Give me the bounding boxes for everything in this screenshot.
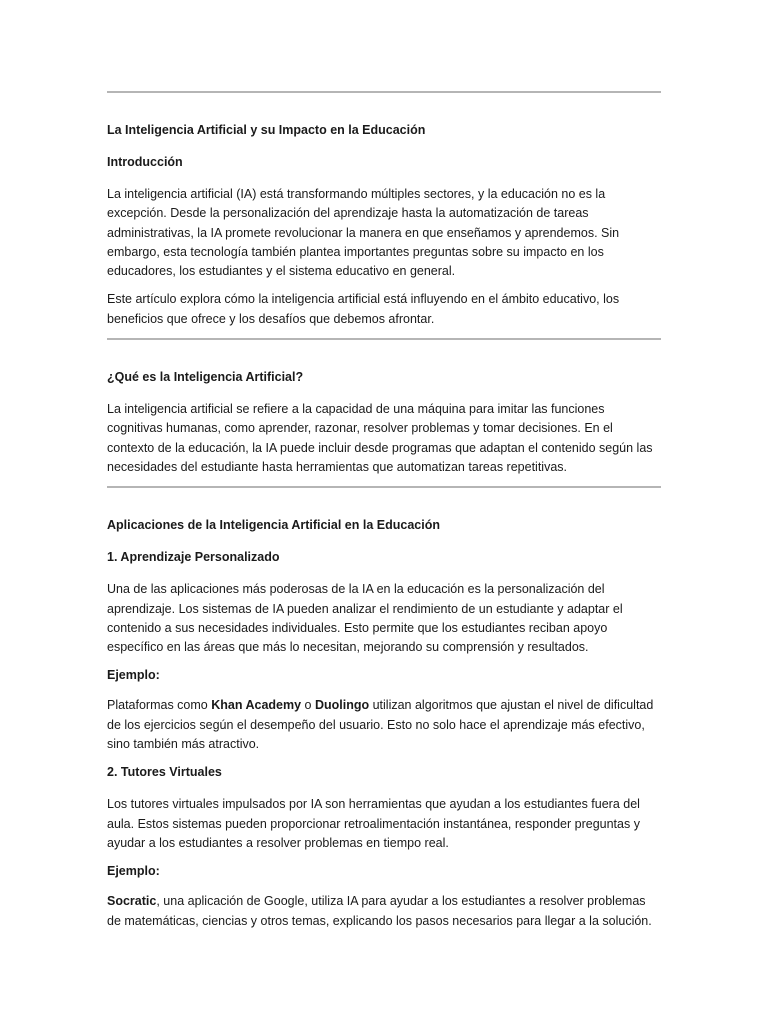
sub1-body: Una de las aplicaciones más poderosas de la IA en la educación es la personalización del aprendizaje. Los sistemas de IA pueden analizar el rendimiento de un estudiante y adaptar el contenido a sus necesidades individuales. Esto permite que los estudiantes reciban apoyo específico en las áreas que más lo necesitan, mejorando su comprensión y resultados. — [107, 582, 623, 655]
sub2-example-label: Ejemplo: — [107, 864, 160, 879]
sub1-example-text — [107, 696, 661, 754]
intro-heading: Introducción — [107, 155, 183, 169]
horizontal-rule — [107, 338, 661, 340]
example-text-pre: Plataformas como — [107, 698, 212, 713]
example-text-mid: o — [301, 698, 315, 713]
intro-paragraph-2: Este artículo explora cómo la inteligencia artificial está influyendo en el ámbito educativo, los beneficios que ofrece y los desafíos que debemos afrontar. — [107, 292, 620, 326]
example-text-post: , una aplicación de Google, utiliza IA para ayudar a los estudiantes a resolver problemas de matemáticas, ciencias y otros temas, explicando los pasos necesarios para llegar a la solución. — [107, 894, 652, 928]
khan-academy-name: Khan Academy — [211, 698, 302, 713]
section-what-heading: ¿Qué es la Inteligencia Artificial? — [107, 370, 304, 385]
sub2-body: Los tutores virtuales impulsados por IA son herramientas que ayudan a los estudiantes fuera del aula. Estos sistemas pueden proporcionar retroalimentación instantánea, responder preguntas y ayudar a los estudiantes a resolver problemas en tiempo real. — [107, 797, 640, 850]
duolingo-name: Duolingo — [314, 698, 370, 713]
sub1-heading: 1. Aprendizaje Personalizado — [107, 550, 280, 565]
section-apps-heading: Aplicaciones de la Inteligencia Artificial en la Educación — [107, 518, 440, 533]
horizontal-rule — [107, 486, 661, 488]
intro-paragraph-1: La inteligencia artificial (IA) está transformando múltiples sectores, y la educación no es la excepción. Desde la personalización del aprendizaje hasta la automatización de tareas administrativas, la IA promete revolucionar la manera en que enseñamos y aprendemos. Sin embargo, esta tecnología también plantea importantes preguntas sobre su impacto en los educadores, los estudiantes y el sistema educativo en general. — [107, 187, 620, 279]
sub2-heading: 2. Tutores Virtuales — [107, 765, 222, 780]
article-title: La Inteligencia Artificial y su Impacto en la Educación — [107, 123, 426, 137]
sub1-example-label: Ejemplo: — [107, 668, 160, 683]
section-what-body: La inteligencia artificial se refiere a la capacidad de una máquina para imitar las funciones cognitivas humanas, como aprender, razonar, resolver problemas y tomar decisiones. En el contexto de la educación, la IA puede incluir desde programas que adaptan el contenido según las necesidades del estudiante hasta herramientas que automatizan tareas repetitivas. — [107, 402, 653, 474]
socratic-name: Socratic — [107, 894, 157, 909]
horizontal-rule — [107, 91, 661, 93]
sub2-example-text — [107, 892, 661, 931]
example-text-post: utilizan algoritmos que ajustan el nivel de dificultad de los ejercicios según el desempeño del usuario. Esto no solo hace el aprendizaje más efectivo, sino también más atractivo. — [107, 698, 654, 752]
